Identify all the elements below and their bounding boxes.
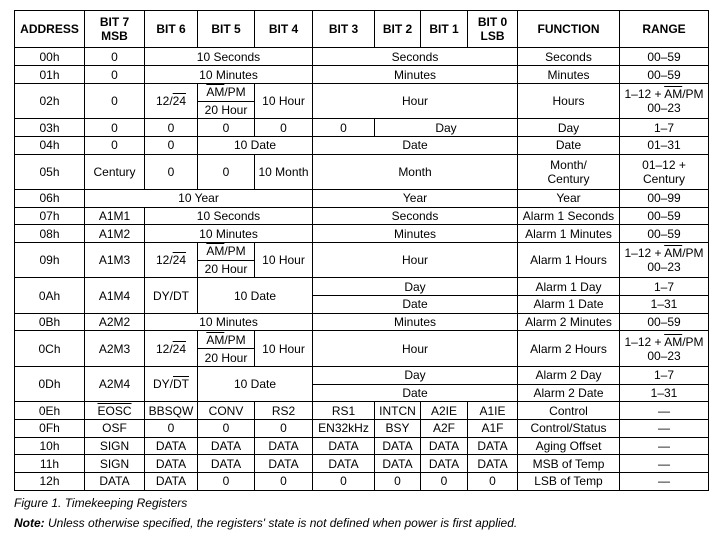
function-cell: Aging Offset (518, 437, 620, 455)
bit2-cell: 0 (375, 472, 421, 490)
function-cell: Alarm 2 Day (518, 366, 620, 384)
table-row (15, 136, 709, 154)
bit3-cell: 0 (313, 119, 375, 137)
table-row (15, 331, 709, 349)
ten-year-cell: 10 Year (85, 189, 313, 207)
bit6-cell: DATA (145, 455, 198, 473)
bit6-cell: 0 (145, 119, 198, 137)
address-cell: 09h (15, 243, 85, 278)
bit6-cell: BBSQW (145, 402, 198, 420)
dy-dt-cell: $DY/\overline{DT}$ (145, 366, 198, 401)
function-cell: Control/Status (518, 419, 620, 437)
range-cell: 00–59 (620, 313, 709, 331)
bit7-cell: 0 (85, 66, 145, 84)
century-bit-cell: Century (85, 154, 145, 189)
am-pm-cell: $\overline{AM}/PM$ (198, 331, 255, 349)
range-cell: 00–99 (620, 189, 709, 207)
day-cell: Day (375, 119, 518, 137)
bit6-cell: 0 (145, 154, 198, 189)
ten-hour-cell: 10 Hour (255, 331, 313, 366)
bit7-cell: A1M2 (85, 225, 145, 243)
ten-minutes-cell: 10 Minutes (145, 225, 313, 243)
table-row (15, 207, 709, 225)
table-row (15, 48, 709, 66)
day-cell: Day (313, 278, 518, 296)
address-cell: 0Eh (15, 402, 85, 420)
minutes-cell: Minutes (313, 66, 518, 84)
address-cell: 0Fh (15, 419, 85, 437)
range-cell: 00–59 (620, 207, 709, 225)
function-cell: Alarm 2 Minutes (518, 313, 620, 331)
header-bit3: BIT 3 (313, 11, 375, 48)
bit5-cell: 0 (198, 154, 255, 189)
ten-hour-cell: 10 Hour (255, 83, 313, 118)
function-cell: Alarm 1 Date (518, 296, 620, 314)
bit7-cell: SIGN (85, 455, 145, 473)
bit5-cell: 0 (198, 472, 255, 490)
address-cell: 04h (15, 136, 85, 154)
bit7-cell: 0 (85, 119, 145, 137)
bit5-cell: 0 (198, 119, 255, 137)
bit7-cell: OSF (85, 419, 145, 437)
ten-month-cell: 10 Month (255, 154, 313, 189)
bit0-cell: 0 (468, 472, 518, 490)
table-row (15, 313, 709, 331)
month-cell: Month (313, 154, 518, 189)
bit7-cell: A2M4 (85, 366, 145, 401)
address-cell: 11h (15, 455, 85, 473)
address-cell: 0Dh (15, 366, 85, 401)
seconds-cell: Seconds (313, 207, 518, 225)
bit7-cell: A1M4 (85, 278, 145, 313)
table-row (15, 402, 709, 420)
dy-dt-cell: DY/DT (145, 278, 198, 313)
ten-seconds-cell: 10 Seconds (145, 48, 313, 66)
range-cell: 00–59 (620, 225, 709, 243)
function-cell: Day (518, 119, 620, 137)
figure-caption: Figure 1. Timekeeping Registers (14, 496, 188, 510)
range-cell: — (620, 472, 709, 490)
address-cell: 03h (15, 119, 85, 137)
bit2-cell: BSY (375, 419, 421, 437)
bit1-cell: 0 (421, 472, 468, 490)
address-cell: 07h (15, 207, 85, 225)
ten-date-cell: 10 Date (198, 136, 313, 154)
range-cell: — (620, 437, 709, 455)
bit0-cell: DATA (468, 455, 518, 473)
bit7-cell: 0 (85, 48, 145, 66)
bit6-cell: DATA (145, 472, 198, 490)
table-row (15, 472, 709, 490)
header-bit5: BIT 5 (198, 11, 255, 48)
bit7-cell: SIGN (85, 437, 145, 455)
bit7-cell: A1M1 (85, 207, 145, 225)
range-cell: — (620, 402, 709, 420)
range-cell: 1–7 (620, 366, 709, 384)
bit4-cell: DATA (255, 437, 313, 455)
range-cell: — (620, 419, 709, 437)
table-row (15, 189, 709, 207)
table-row (15, 66, 709, 84)
hour-cell: Hour (313, 83, 518, 118)
twenty-hour-cell: 20 Hour (198, 260, 255, 278)
bit4-cell: DATA (255, 455, 313, 473)
range-cell: — (620, 455, 709, 473)
bit0-cell: DATA (468, 437, 518, 455)
bit1-cell: DATA (421, 437, 468, 455)
header-address: ADDRESS (15, 11, 85, 48)
bit5-cell: CONV (198, 402, 255, 420)
bit3-cell: DATA (313, 437, 375, 455)
table-row (15, 243, 709, 261)
function-cell: Alarm 1 Hours (518, 243, 620, 278)
address-cell: 10h (15, 437, 85, 455)
range-cell: 01–12 + Century (620, 154, 709, 189)
am-pm-cell: $\overline{AM}/PM$ (198, 83, 255, 101)
twelve-24-cell: 12/24 (145, 243, 198, 278)
address-cell: 08h (15, 225, 85, 243)
header-bit4: BIT 4 (255, 11, 313, 48)
header-range: RANGE (620, 11, 709, 48)
bit7-cell: DATA (85, 472, 145, 490)
address-cell: 00h (15, 48, 85, 66)
table-row (15, 225, 709, 243)
function-cell: Alarm 1 Day (518, 278, 620, 296)
function-cell: Alarm 1 Minutes (518, 225, 620, 243)
table-row (15, 278, 709, 296)
ten-date-cell: 10 Date (198, 278, 313, 313)
bit6-cell: 0 (145, 419, 198, 437)
range-cell: 1–7 (620, 278, 709, 296)
twenty-hour-cell: 20 Hour (198, 101, 255, 119)
table-row (15, 154, 709, 189)
bit1-cell: DATA (421, 455, 468, 473)
range-cell: 1–31 (620, 384, 709, 402)
header-bit7: BIT 7 MSB (85, 11, 145, 48)
twelve-24-cell: 12/24 (145, 331, 198, 366)
bit7-cell: A2M3 (85, 331, 145, 366)
range-cell: 1–7 (620, 119, 709, 137)
twelve-24-cell: 12/24 (145, 83, 198, 118)
range-cell: 00–59 (620, 66, 709, 84)
function-cell: Year (518, 189, 620, 207)
date-cell: Date (313, 136, 518, 154)
bit3-cell: 0 (313, 472, 375, 490)
header-function: FUNCTION (518, 11, 620, 48)
function-cell: Date (518, 136, 620, 154)
function-cell: LSB of Temp (518, 472, 620, 490)
range-cell: $1-12 + \overline{AM}/PM$ 00–23 (620, 83, 709, 118)
function-cell: Alarm 2 Hours (518, 331, 620, 366)
note-label: Note: (14, 516, 45, 530)
function-cell: Control (518, 402, 620, 420)
table-row (15, 366, 709, 384)
bit7-cell: A1M3 (85, 243, 145, 278)
address-cell: 06h (15, 189, 85, 207)
minutes-cell: Minutes (313, 313, 518, 331)
address-cell: 05h (15, 154, 85, 189)
bit6-cell: 0 (145, 136, 198, 154)
timekeeping-registers-table (14, 10, 709, 491)
function-cell: Alarm 2 Date (518, 384, 620, 402)
bit5-cell: 0 (198, 419, 255, 437)
ten-hour-cell: 10 Hour (255, 243, 313, 278)
bit2-cell: DATA (375, 437, 421, 455)
day-cell: Day (313, 366, 518, 384)
bit4-cell: 0 (255, 472, 313, 490)
year-cell: Year (313, 189, 518, 207)
table-row (15, 83, 709, 101)
bit2-cell: INTCN (375, 402, 421, 420)
twenty-hour-cell: 20 Hour (198, 349, 255, 367)
bit5-cell: DATA (198, 437, 255, 455)
note-text: Unless otherwise specified, the registers' state is not defined when power is first applied. (44, 516, 518, 530)
header-bit2: BIT 2 (375, 11, 421, 48)
function-cell: Seconds (518, 48, 620, 66)
ten-minutes-cell: 10 Minutes (145, 313, 313, 331)
header-row (15, 11, 709, 48)
range-cell: 01–31 (620, 136, 709, 154)
function-cell: Month/ Century (518, 154, 620, 189)
bit7-cell: 0 (85, 136, 145, 154)
table-row (15, 437, 709, 455)
function-cell: Minutes (518, 66, 620, 84)
table-row (15, 419, 709, 437)
hour-cell: Hour (313, 243, 518, 278)
hour-cell: Hour (313, 331, 518, 366)
range-cell: 00–59 (620, 48, 709, 66)
bit4-cell: RS2 (255, 402, 313, 420)
ten-date-cell: 10 Date (198, 366, 313, 401)
bit4-cell: 0 (255, 419, 313, 437)
header-bit6: BIT 6 (145, 11, 198, 48)
am-pm-cell: $\overline{AM}/PM$ (198, 243, 255, 261)
address-cell: 02h (15, 83, 85, 118)
bit3-cell: EN32kHz (313, 419, 375, 437)
bit7-cell: A2M2 (85, 313, 145, 331)
minutes-cell: Minutes (313, 225, 518, 243)
ten-seconds-cell: 10 Seconds (145, 207, 313, 225)
bit0-cell: A1IE (468, 402, 518, 420)
bit3-cell: DATA (313, 455, 375, 473)
function-cell: Hours (518, 83, 620, 118)
seconds-cell: Seconds (313, 48, 518, 66)
bit3-cell: RS1 (313, 402, 375, 420)
bit7-cell: EOSC (85, 402, 145, 420)
date-cell: Date (313, 296, 518, 314)
bit1-cell: A2F (421, 419, 468, 437)
bit4-cell: 0 (255, 119, 313, 137)
range-cell: $1-12 + \overline{AM}/PM$ 00–23 (620, 331, 709, 366)
bit5-cell: DATA (198, 455, 255, 473)
address-cell: 0Ch (15, 331, 85, 366)
power-note (14, 516, 517, 530)
bit7-cell: 0 (85, 83, 145, 118)
address-cell: 12h (15, 472, 85, 490)
ten-minutes-cell: 10 Minutes (145, 66, 313, 84)
table-row (15, 455, 709, 473)
bit1-cell: A2IE (421, 402, 468, 420)
table-row (15, 119, 709, 137)
date-cell: Date (313, 384, 518, 402)
address-cell: 01h (15, 66, 85, 84)
function-cell: MSB of Temp (518, 455, 620, 473)
function-cell: Alarm 1 Seconds (518, 207, 620, 225)
header-bit1: BIT 1 (421, 11, 468, 48)
header-bit0: BIT 0 LSB (468, 11, 518, 48)
bit6-cell: DATA (145, 437, 198, 455)
address-cell: 0Bh (15, 313, 85, 331)
range-cell: 1–31 (620, 296, 709, 314)
bit2-cell: DATA (375, 455, 421, 473)
address-cell: 0Ah (15, 278, 85, 313)
bit0-cell: A1F (468, 419, 518, 437)
range-cell: $1-12 + \overline{AM}/PM$ 00–23 (620, 243, 709, 278)
